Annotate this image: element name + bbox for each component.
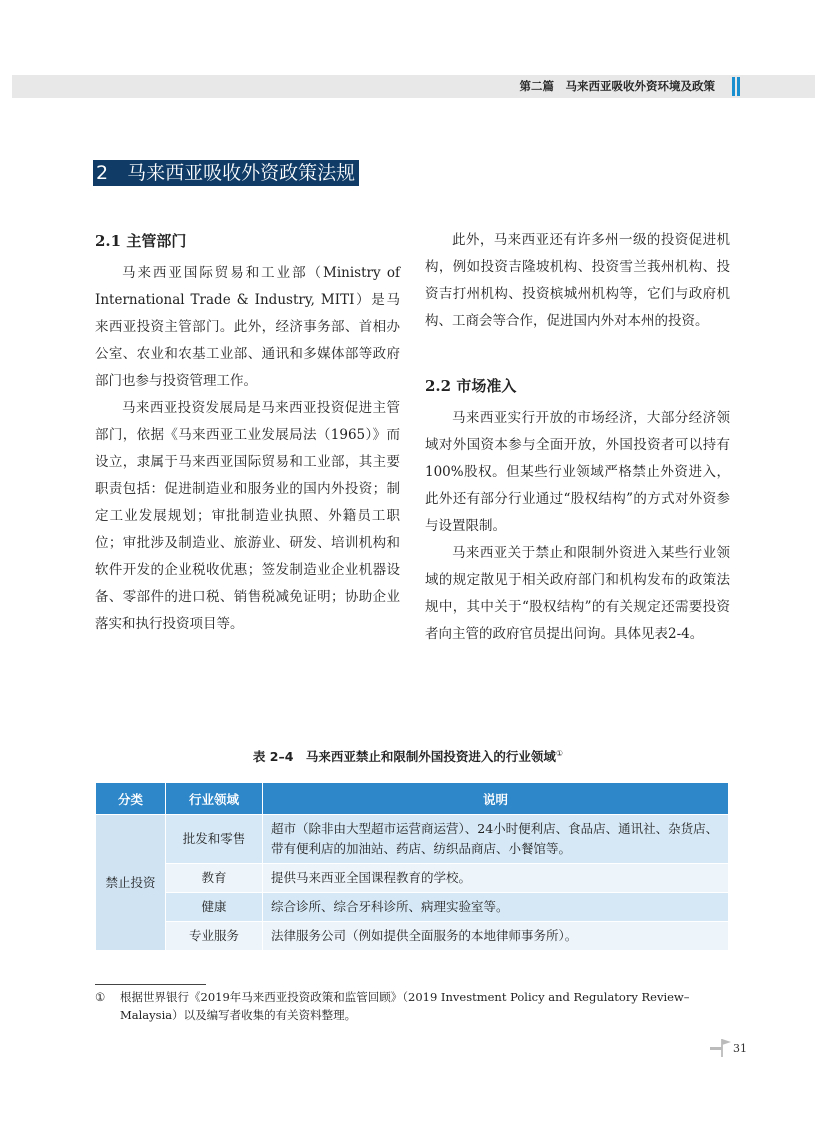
- chapter-title: 2 马来西亚吸收外资政策法规: [93, 160, 359, 186]
- left-column: [95, 228, 400, 638]
- paragraph: 此外，马来西亚还有许多州一级的投资促进机构，例如投资吉隆坡机构、投资雪兰莪州机构、投资吉打州机构、投资槟城州机构等，它们与政府机构、工商会等合作，促进国内外对本州的投资。: [425, 232, 730, 329]
- table-row: [96, 815, 729, 864]
- footnote-divider: [95, 984, 206, 985]
- table-title: [0, 747, 816, 765]
- table-row: [96, 893, 729, 922]
- header-description: 说明: [263, 783, 729, 815]
- footnote-marker: ①: [95, 990, 106, 1004]
- industry-cell: 批发和零售: [166, 815, 263, 864]
- industry-cell: 健康: [166, 893, 263, 922]
- section-heading-2-1: 2.1 主管部门: [95, 232, 187, 250]
- section-mark-icon: [730, 77, 742, 96]
- industry-cell: 教育: [166, 864, 263, 893]
- running-header: [12, 75, 815, 98]
- description-cell: 综合诊所、综合牙科诊所、病理实验室等。: [263, 893, 729, 922]
- table-header-row: [96, 783, 729, 815]
- page-number: 31: [733, 1042, 747, 1055]
- description-cell: 提供马来西亚全国课程教育的学校。: [263, 864, 729, 893]
- header-industry: 行业领域: [166, 783, 263, 815]
- paragraph: 马来西亚国际贸易和工业部（Ministry of International Trade & Industry, MITI）是马来西亚投资主管部门。此外，经济事务部、首相办公室、农业和农基工业部、通讯和多媒体部等政府部门也参与投资管理工作。: [95, 265, 400, 389]
- footnote: [95, 988, 735, 1024]
- paragraph: 马来西亚投资发展局是马来西亚投资促进主管部门，依据《马来西亚工业发展局法（1965）》而设立，隶属于马来西亚国际贸易和工业部，其主要职责包括：促进制造业和服务业的国内外投资；制定工业发展规划；审批制造业执照、外籍员工职位；审批涉及制造业、旅游业、研发、培训机构和软件开发的企业税收优惠；签发制造业企业机器设备、零部件的进口税、销售税减免证明；协助企业落实和执行投资项目等。: [95, 400, 400, 632]
- right-column: [425, 227, 730, 648]
- paragraph: 马来西亚实行开放的市场经济，大部分经济领域对外国资本参与全面开放，外国投资者可以持有100%股权。但某些行业领域严格禁止外资进入，此外还有部分行业通过“股权结构”的方式对外资参与设置限制。: [425, 410, 730, 534]
- header-category: 分类: [96, 783, 166, 815]
- industry-table: [95, 782, 729, 951]
- footnote-line-2: Malaysia）以及编写者收集的有关资料整理。: [120, 1008, 357, 1022]
- page-flag-icon: [708, 1036, 732, 1058]
- table-title-text: 表 2–4 马来西亚禁止和限制外国投资进入的行业领域: [252, 749, 556, 764]
- description-cell: 超市（除非由大型超市运营商运营）、24小时便利店、食品店、通讯社、杂货店、带有便利店的加油站、药店、纺织品商店、小餐馆等。: [263, 815, 729, 864]
- section-heading-2-2: 2.2 市场准入: [425, 377, 517, 395]
- running-title: 第二篇 马来西亚吸收外资环境及政策: [519, 79, 715, 93]
- table-title-note: ①: [555, 748, 564, 758]
- category-cell: 禁止投资: [96, 815, 166, 951]
- paragraph: 马来西亚关于禁止和限制外资进入某些行业领域的规定散见于相关政府部门和机构发布的政策法规中，其中关于“股权结构”的有关规定还需要投资者向主管的政府官员提出问询。具体见表2-4。: [425, 545, 730, 642]
- description-cell: 法律服务公司（例如提供全面服务的本地律师事务所）。: [263, 922, 729, 951]
- footnote-line-1: 根据世界银行《2019年马来西亚投资政策和监管回顾》（2019 Investment Policy and Regulatory Review–: [120, 990, 690, 1004]
- table-row: [96, 922, 729, 951]
- industry-cell: 专业服务: [166, 922, 263, 951]
- table-row: [96, 864, 729, 893]
